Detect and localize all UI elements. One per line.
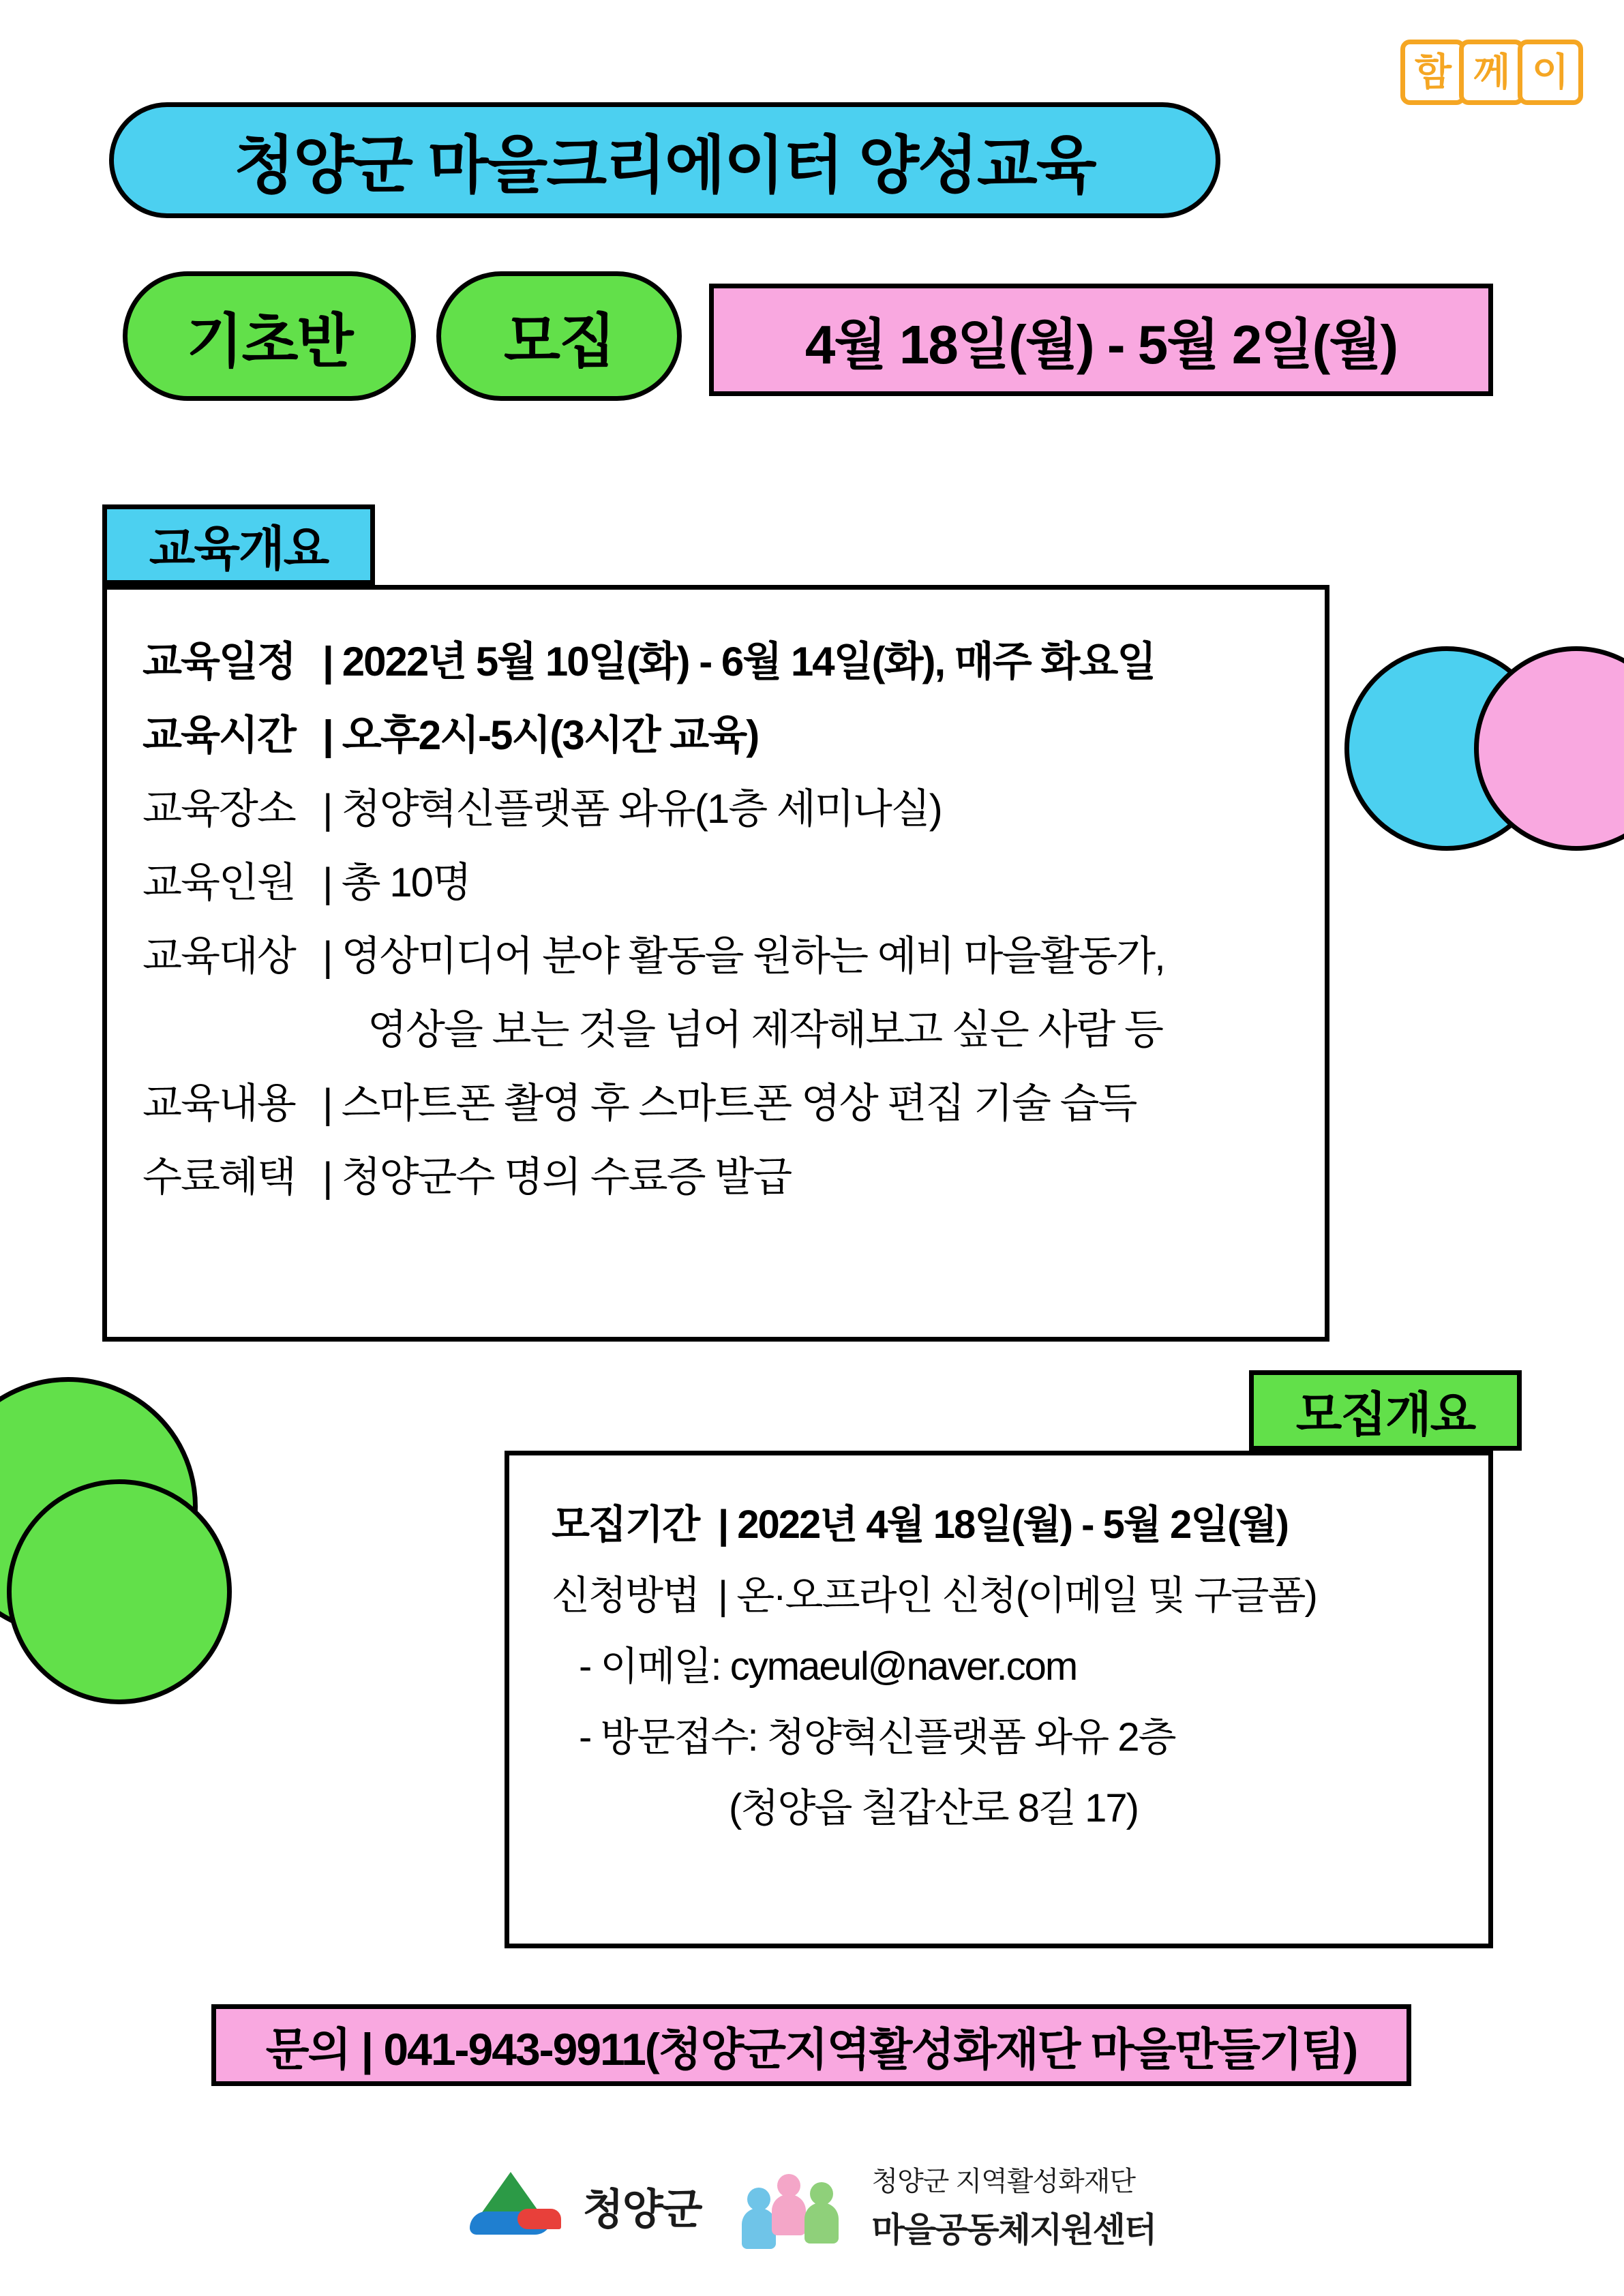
county-logo-text: 청양군 (582, 2186, 702, 2233)
recruit-row (552, 1492, 1482, 1550)
foundation-logo (742, 2160, 1156, 2252)
badge-period (709, 284, 1493, 396)
badge-recruit (436, 271, 682, 401)
section-tab-recruit-label: 모집개요 (1295, 1387, 1475, 1441)
recruit-row-sep: | (718, 1502, 728, 1547)
overview-row-sep: | (322, 639, 333, 684)
overview-row-sep: | (322, 933, 332, 979)
overview-row (142, 1145, 1318, 1203)
badge-recruit-label: 모집 (503, 309, 615, 374)
county-logo (468, 2168, 702, 2243)
overview-row-value: 영상을 보는 것을 넘어 제작해보고 싶은 사람 등 (367, 1007, 1162, 1053)
overview-row-sep: | (322, 712, 333, 758)
decoration-circles-left (0, 1377, 320, 1732)
recruit-row-value: 온·오프라인 신청(이메일 및 구글폼) (736, 1573, 1317, 1618)
section-tab-recruit (1249, 1370, 1522, 1451)
section-tab-overview-label: 교육개요 (149, 522, 329, 575)
recruit-visit-value: - 방문접수: 청양혁신플랫폼 와유 2층 (579, 1715, 1175, 1759)
foundation-logo-text (871, 2160, 1156, 2252)
overview-row-label: 교육내용 (142, 1081, 295, 1126)
page-title-text: 청양군 마을크리에이터 양성교육 (234, 131, 1096, 200)
overview-row-sep: | (322, 786, 332, 832)
brand-char-3: 이 (1531, 50, 1569, 93)
overview-row-value: 총 10명 (341, 860, 470, 905)
badge-basic (123, 271, 416, 401)
recruit-row-label: 신청방법 (552, 1573, 700, 1618)
overview-row-value: 2022년 5월 10일(화) - 6월 14일(화), 매주 화요일 (342, 639, 1156, 684)
recruit-box (505, 1451, 1493, 1948)
overview-row (142, 850, 1318, 909)
badge-period-label: 4월 18일(월) - 5월 2일(월) (805, 314, 1398, 375)
contact-bar (211, 2004, 1411, 2086)
mountain-icon (481, 2172, 541, 2214)
overview-row (142, 629, 1318, 688)
overview-row (142, 776, 1318, 835)
overview-row-value: 오후2시-5시(3시간 교육) (342, 712, 759, 758)
badge-basic-label: 기초반 (186, 309, 352, 374)
overview-row-label: 교육대상 (142, 933, 295, 979)
recruit-row-email (552, 1634, 1482, 1691)
recruit-row-visit (552, 1705, 1482, 1762)
brand-char-2: 께 (1473, 50, 1511, 93)
recruit-row-value: 2022년 4월 18일(월) - 5월 2일(월) (737, 1502, 1288, 1547)
overview-box (102, 585, 1329, 1342)
swoosh-red-icon (517, 2209, 561, 2229)
overview-row-label: 교육장소 (142, 786, 295, 832)
overview-row (142, 924, 1318, 982)
recruit-address-value: (청양읍 칠갑산로 8길 17) (729, 1786, 1138, 1830)
contact-text: 문의 | 041-943-9911(청양군지역활성화재단 마을만들기팀) (265, 2023, 1357, 2074)
recruit-email-value: - 이메일: cymaeul@naver.com (579, 1644, 1077, 1689)
brand-logo (1400, 33, 1584, 115)
overview-row-label: 교육인원 (142, 860, 295, 905)
overview-row-sep: | (322, 860, 332, 905)
recruit-row-label: 모집기간 (552, 1502, 700, 1547)
overview-row (142, 1071, 1318, 1130)
deco-circle-mask (12, 1485, 226, 1699)
overview-row-label: 수료혜택 (142, 1154, 295, 1200)
section-tab-overview (102, 504, 375, 585)
badge-row (109, 271, 1520, 408)
page-title (109, 102, 1220, 218)
recruit-row-sep: | (718, 1573, 727, 1618)
overview-row-label: 교육시간 (142, 712, 295, 758)
county-logo-icon (468, 2168, 571, 2243)
recruit-row (552, 1563, 1482, 1620)
overview-row-value: 청양군수 명의 수료증 발급 (341, 1154, 792, 1200)
foundation-line-2: 마을공동체지원센터 (871, 2210, 1156, 2249)
footer-logos (0, 2141, 1624, 2270)
overview-row-value: 청양혁신플랫폼 와유(1층 세미나실) (341, 786, 942, 832)
people-icon (742, 2164, 858, 2246)
overview-row-label: 교육일정 (142, 639, 295, 684)
decoration-circles-right (1344, 634, 1624, 893)
foundation-line-1: 청양군 지역활성화재단 (871, 2166, 1135, 2196)
overview-row-sep: | (322, 1081, 332, 1126)
brand-char-1: 함 (1414, 50, 1452, 93)
overview-row-continued (142, 997, 1318, 1056)
recruit-row-address (552, 1776, 1482, 1833)
overview-row-value: 스마트폰 촬영 후 스마트폰 영상 편집 기술 습득 (341, 1081, 1137, 1126)
overview-row-sep: | (322, 1154, 332, 1200)
overview-row-value: 영상미디어 분야 활동을 원하는 예비 마을활동가, (341, 933, 1164, 979)
overview-row (142, 703, 1318, 761)
